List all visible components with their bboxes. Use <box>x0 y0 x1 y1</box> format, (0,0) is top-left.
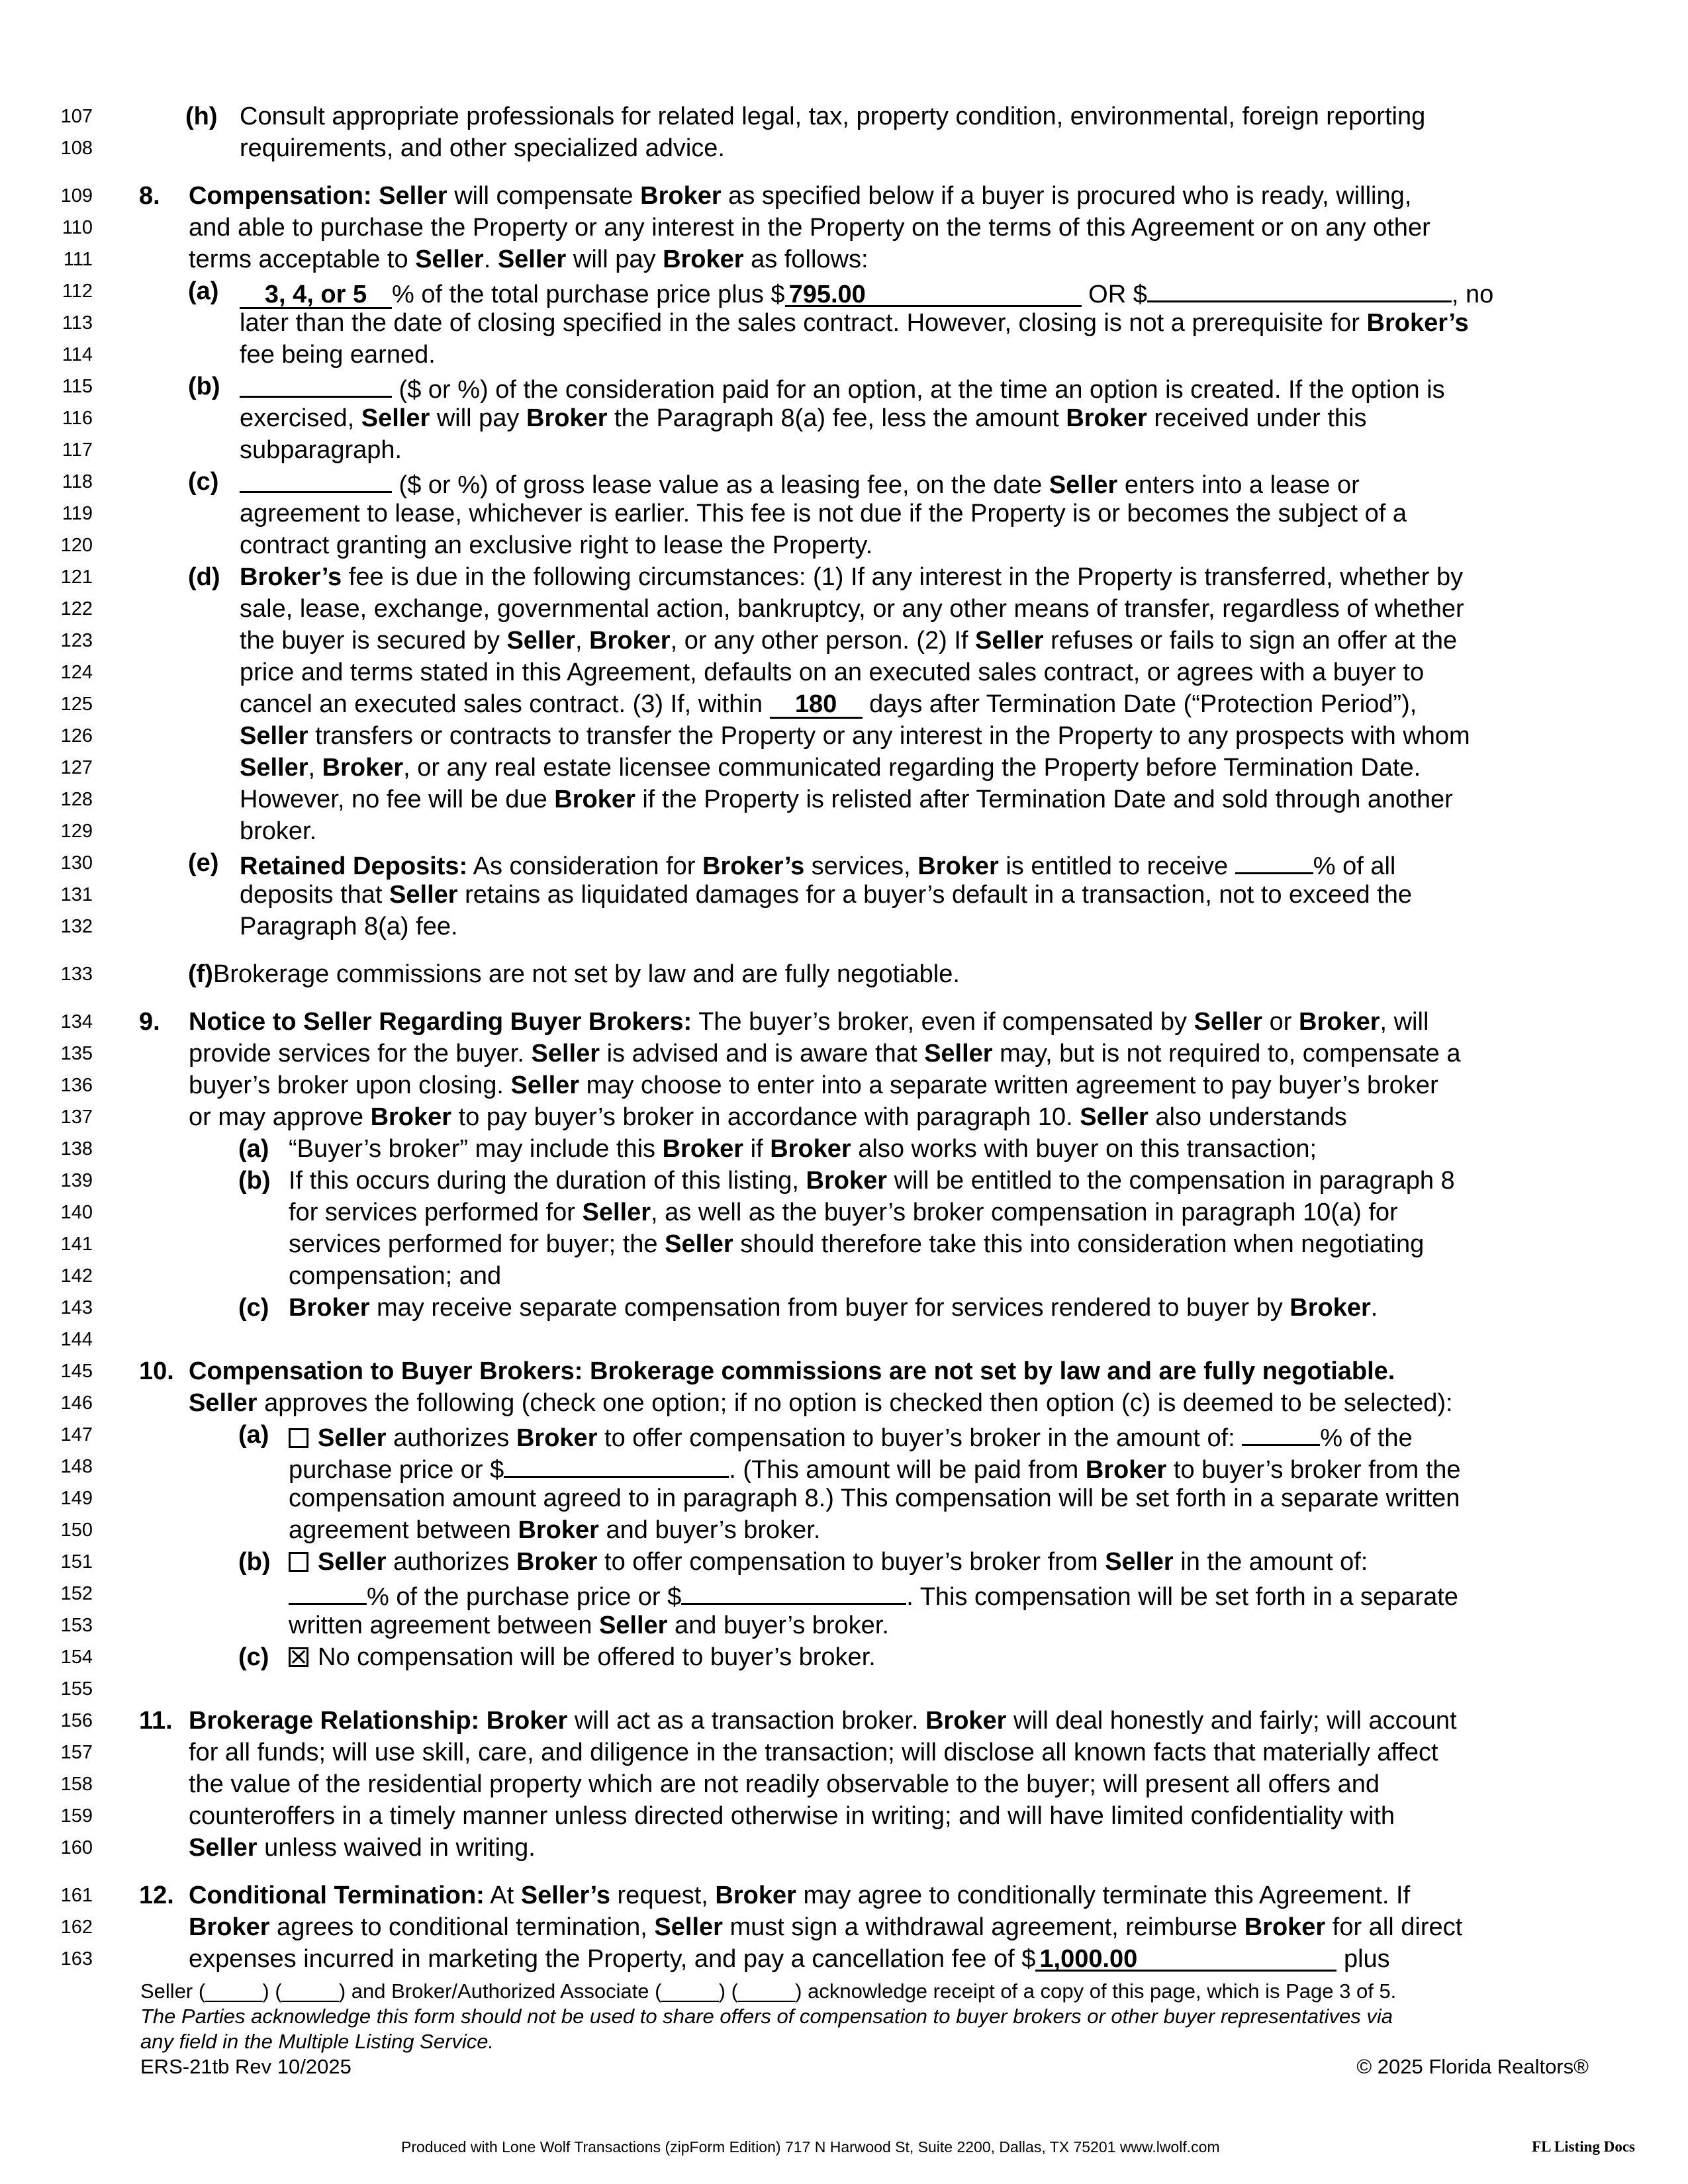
text-line: terms acceptable to Seller. Seller will pay Broker as follows: <box>189 246 868 273</box>
text-line: % of the purchase price or $ . This compensation will be set forth in a separate <box>289 1578 1458 1613</box>
line-number: 155 <box>60 1678 93 1700</box>
text-line: agreement to lease, whichever is earlier. This fee is not due if the Property is or becomes the subject of a <box>240 500 1407 527</box>
item-label-8d: (d) <box>188 563 220 591</box>
line-number: 149 <box>60 1488 93 1509</box>
text-line: Seller, Broker, or any real estate licensee communicated regarding the Property before Termination Date. <box>240 754 1421 782</box>
text-line: compensation; and <box>289 1262 502 1290</box>
line-number: 156 <box>60 1710 93 1731</box>
text-line: Seller authorizes Broker to offer compensation to buyer’s broker from Seller in the amount of: <box>289 1546 1368 1578</box>
text-line: cancel an executed sales contract. (3) If, within 180 days after Termination Date (“Protection Period”), <box>240 690 1417 718</box>
line-number: 129 <box>60 821 93 842</box>
section-number-9: 9. <box>139 1008 160 1036</box>
text-line: Consult appropriate professionals for related legal, tax, property condition, environmental, foreign reporting <box>240 103 1426 130</box>
line-number: 157 <box>60 1742 93 1763</box>
text-line: purchase price or $ . (This amount will be paid from Broker to buyer’s broker from the <box>289 1451 1461 1486</box>
text-line: or may approve Broker to pay buyer’s broker in accordance with paragraph 10. Seller also understands <box>189 1103 1347 1131</box>
text-line: Paragraph 8(a) fee. <box>240 913 458 940</box>
commission-percent-field[interactable]: 3, 4, or 5 <box>240 282 392 309</box>
text-line: Broker’s fee is due in the following circumstances: (1) If any interest in the Property is transferred, whether by <box>240 563 1464 591</box>
producer-footer: Produced with Lone Wolf Transactions (zipForm Edition) 717 N Harwood St, Suite 2200, Dallas, TX 75201 www.lwolf.com <box>401 2138 1220 2156</box>
text-line: later than the date of closing specified in the sales contract. However, closing is not a prerequisite for Broker’s <box>240 309 1469 337</box>
line-number: 163 <box>60 1948 93 1970</box>
section-number-10: 10. <box>139 1357 174 1385</box>
text-line: counteroffers in a timely manner unless directed otherwise in writing; and will have limited confidentiality with <box>189 1802 1395 1830</box>
text-line: Seller transfers or contracts to transfer the Property or any interest in the Property to any prospects with whom <box>240 722 1470 750</box>
text-line: price and terms stated in this Agreement, defaults on an executed sales contract, or agrees with a buyer to <box>240 659 1425 686</box>
protection-period-days-field[interactable]: 180 <box>770 692 863 719</box>
line-number: 152 <box>60 1583 93 1604</box>
line-number: 144 <box>60 1329 93 1350</box>
item-label-9b: (b) <box>238 1167 271 1195</box>
text-line: Seller authorizes Broker to offer compensation to buyer’s broker in the amount of: % of the <box>289 1419 1413 1454</box>
text-line: provide services for the buyer. Seller is advised and is aware that Seller may, but is not required to, compensate a <box>189 1040 1461 1068</box>
line-number: 132 <box>60 916 93 937</box>
line-number: 136 <box>60 1075 93 1096</box>
text-line: the buyer is secured by Seller, Broker, or any other person. (2) If Seller refuses or fails to sign an offer at the <box>240 627 1458 655</box>
item-label-9c: (c) <box>238 1294 269 1322</box>
line-number: 162 <box>60 1917 93 1938</box>
text-line: sale, lease, exchange, governmental action, bankruptcy, or any other means of transfer, regardless of whether <box>240 595 1464 623</box>
line-number: 124 <box>60 662 93 683</box>
line-number: 114 <box>62 344 93 365</box>
item-label-9a: (a) <box>238 1135 269 1163</box>
section-number-11: 11. <box>139 1707 173 1735</box>
item-label-10c: (c) <box>238 1643 269 1671</box>
text-line: “Buyer’s broker” may include this Broker if Broker also works with buyer on this transaction; <box>289 1135 1317 1163</box>
retained-deposits-percent-field[interactable] <box>1235 847 1313 874</box>
text-line: Retained Deposits: As consideration for Broker’s services, Broker is entitled to receive % of all <box>240 847 1395 882</box>
text-line: exercised, Seller will pay Broker the Paragraph 8(a) fee, less the amount Broker received under this <box>240 404 1367 432</box>
text-line: Broker agrees to conditional termination, Seller must sign a withdrawal agreement, reimburse Broker for all direct <box>189 1913 1463 1941</box>
text-line: If this occurs during the duration of this listing, Broker will be entitled to the compensation in paragraph 8 <box>289 1167 1455 1195</box>
cancellation-fee-field[interactable]: 1,000.00 <box>1035 1946 1336 1972</box>
option-a-amount-field[interactable] <box>504 1451 729 1478</box>
section-8-title: Compensation: <box>189 182 372 210</box>
mls-notice-line-1: The Parties acknowledge this form should not be used to share offers of compensation to buyer brokers or other buyer representatives via <box>140 2005 1393 2028</box>
text-line: Broker may receive separate compensation from buyer for services rendered to buyer by Broker. <box>289 1294 1378 1322</box>
line-number: 137 <box>60 1107 93 1128</box>
line-number: 134 <box>60 1011 93 1032</box>
line-number: 115 <box>62 376 93 397</box>
line-number: 147 <box>60 1424 93 1445</box>
line-number: 110 <box>62 217 93 238</box>
line-number: 142 <box>60 1265 93 1287</box>
line-number: 119 <box>62 503 93 524</box>
line-number: 139 <box>60 1170 93 1191</box>
text-line: ($ or %) of gross lease value as a leasing fee, on the date Seller enters into a lease or <box>240 466 1360 501</box>
text-line: and able to purchase the Property or any interest in the Property on the terms of this Agreement or on any other <box>189 214 1430 242</box>
item-label-8e: (e) <box>188 849 219 877</box>
line-number: 145 <box>60 1361 93 1382</box>
option-b-amount-field[interactable] <box>681 1578 906 1605</box>
line-number: 160 <box>60 1837 93 1858</box>
text-line: However, no fee will be due Broker if the Property is relisted after Termination Date and sold through another <box>240 786 1453 813</box>
section-11-title: Brokerage Relationship: <box>189 1707 480 1735</box>
line-number: 151 <box>60 1551 93 1572</box>
text-line: buyer’s broker upon closing. Seller may choose to enter into a separate written agreement to pay buyer’s broker <box>189 1071 1438 1099</box>
item-label-10b: (b) <box>238 1548 271 1576</box>
text-line: agreement between Broker and buyer’s broker. <box>289 1516 821 1544</box>
line-number: 133 <box>60 964 93 985</box>
text-line: (f)Brokerage commissions are not set by law and are fully negotiable. <box>188 960 960 988</box>
line-number: 117 <box>62 439 93 461</box>
line-number: 127 <box>60 757 93 778</box>
line-number: 153 <box>60 1615 93 1636</box>
line-number: 120 <box>60 535 93 556</box>
line-number: 108 <box>60 138 93 159</box>
copyright: © 2025 Florida Realtors® <box>1356 2055 1589 2078</box>
text-line: Seller approves the following (check one option; if no option is checked then option (c) is deemed to be selected): <box>189 1389 1453 1417</box>
text-line: contract granting an exclusive right to lease the Property. <box>240 531 873 559</box>
text-line: subparagraph. <box>240 436 402 464</box>
line-number: 140 <box>60 1202 93 1223</box>
section-9-title: Notice to Seller Regarding Buyer Brokers: <box>189 1008 692 1036</box>
text-line: Brokerage Relationship: Broker will act as a transaction broker. Broker will deal honestly and fairly; will account <box>189 1707 1457 1735</box>
line-number: 128 <box>60 789 93 810</box>
line-number: 109 <box>60 185 93 206</box>
form-id: ERS-21tb Rev 10/2025 <box>140 2055 352 2078</box>
brand-label: FL Listing Docs <box>1532 2138 1635 2155</box>
flat-fee-field[interactable] <box>1147 275 1452 302</box>
line-number: 158 <box>60 1774 93 1795</box>
leasing-fee-field[interactable] <box>240 466 392 493</box>
text-line: services performed for buyer; the Seller should therefore take this into consideration when negotiating <box>289 1230 1425 1258</box>
text-line: ($ or %) of the consideration paid for an option, at the time an option is created. If the option is <box>240 371 1445 406</box>
option-b-checkbox[interactable] <box>289 1552 308 1572</box>
line-number: 121 <box>60 567 93 588</box>
line-number: 125 <box>60 694 93 715</box>
section-10-title: Compensation to Buyer Brokers: Brokerage commissions are not set by law and are fully negotiable. <box>189 1357 1395 1385</box>
section-8-line-1: Compensation: Seller will compensate Broker as specified below if a buyer is procured who is ready, willing, <box>189 182 1412 210</box>
line-number: 111 <box>63 249 93 270</box>
text-line: the value of the residential property which are not readily observable to the buyer; will present all offers and <box>189 1770 1380 1798</box>
line-number: 131 <box>60 884 93 905</box>
text-line: Conditional Termination: At Seller’s request, Broker may agree to conditionally terminate this Agreement. If <box>189 1882 1411 1909</box>
section-12-title: Conditional Termination: <box>189 1882 485 1909</box>
line-number: 141 <box>60 1234 93 1255</box>
text-line: fee being earned. <box>240 341 436 369</box>
line-number: 143 <box>60 1297 93 1318</box>
line-number: 161 <box>60 1885 93 1906</box>
line-number: 113 <box>62 312 93 334</box>
line-number: 159 <box>60 1805 93 1827</box>
line-number: 118 <box>62 471 93 492</box>
line-number: 126 <box>60 725 93 747</box>
section-number-12: 12. <box>139 1882 174 1909</box>
option-fee-field[interactable] <box>240 371 392 398</box>
text-line: deposits that Seller retains as liquidated damages for a buyer’s default in a transaction, not to exceed the <box>240 881 1412 909</box>
acknowledgment-line: Seller (_____) (_____) and Broker/Authorized Associate (_____) (_____) acknowledge receipt of a copy of this page, which is Page 3 of 5. <box>140 1979 1397 2003</box>
line-number: 112 <box>62 281 93 302</box>
text-line: 3, 4, or 5 % of the total purchase price plus $ 795.00 OR $ , no <box>240 275 1493 310</box>
section-number-8: 8. <box>139 182 160 210</box>
text-line: compensation amount agreed to in paragraph 8.) This compensation will be set forth in a separate written <box>289 1484 1460 1512</box>
line-number: 148 <box>60 1456 93 1477</box>
item-label-7h: (h) <box>185 103 218 130</box>
additional-fee-field[interactable]: 795.00 <box>785 282 1082 307</box>
item-label-8c: (c) <box>188 468 219 496</box>
option-a-percent-field[interactable] <box>1242 1419 1320 1446</box>
text-line: No compensation will be offered to buyer’s broker. <box>289 1641 876 1673</box>
text-line: for all funds; will use skill, care, and diligence in the transaction; will disclose all known facts that materially affect <box>189 1739 1438 1766</box>
line-number: 130 <box>60 852 93 874</box>
text-line: written agreement between Seller and buyer’s broker. <box>289 1612 889 1639</box>
line-number: 122 <box>60 598 93 619</box>
text-line: requirements, and other specialized advice. <box>240 134 725 162</box>
option-c-checkbox-checked[interactable] <box>289 1647 308 1667</box>
line-number: 138 <box>60 1138 93 1160</box>
text-line: Seller unless waived in writing. <box>189 1834 536 1862</box>
line-number: 146 <box>60 1392 93 1414</box>
line-number: 123 <box>60 630 93 651</box>
line-number: 107 <box>60 106 93 127</box>
text-line: Notice to Seller Regarding Buyer Brokers: The buyer’s broker, even if compensated by Seller or Broker, will <box>189 1008 1429 1036</box>
item-label-8a: (a) <box>188 277 219 305</box>
text-line: broker. <box>240 817 317 845</box>
option-a-checkbox[interactable] <box>289 1428 308 1448</box>
line-number: 135 <box>60 1043 93 1064</box>
text-line: expenses incurred in marketing the Property, and pay a cancellation fee of $ 1,000.00 plus <box>189 1945 1390 1973</box>
option-b-percent-field[interactable] <box>289 1578 367 1605</box>
line-number: 154 <box>60 1647 93 1668</box>
item-label-10a: (a) <box>238 1421 269 1449</box>
mls-notice-line-2: any field in the Multiple Listing Service. <box>140 2030 494 2053</box>
item-label-8b: (b) <box>188 373 220 400</box>
line-number: 116 <box>62 408 93 429</box>
line-number: 150 <box>60 1520 93 1541</box>
text-line: for services performed for Seller, as well as the buyer’s broker compensation in paragraph 10(a) for <box>289 1199 1398 1226</box>
